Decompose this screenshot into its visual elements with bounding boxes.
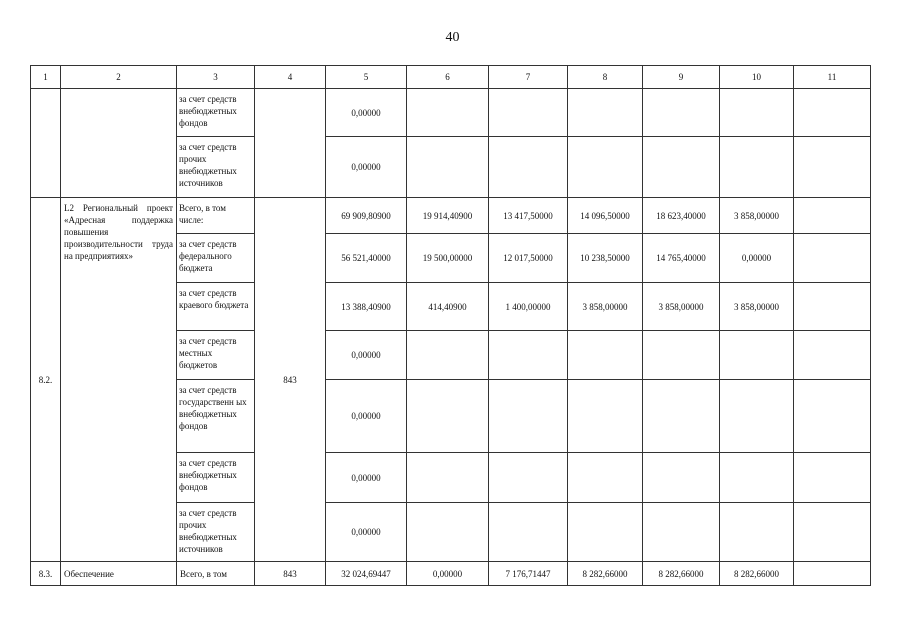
value-cell: 0,00000: [720, 234, 794, 283]
source-cell: за счет средств внебюджетных фондов: [177, 453, 255, 503]
value-cell: 8 282,66000: [643, 562, 720, 586]
value-cell: 0,00000: [407, 562, 489, 586]
name-cell: [61, 89, 177, 198]
value-cell: 13 388,40900: [326, 283, 407, 331]
column-header: 1: [31, 66, 61, 89]
source-cell: за счет средств прочих внебюджетных источников: [177, 503, 255, 562]
value-cell: 18 623,40000: [643, 198, 720, 234]
source-cell: за счет средств государственн ых внебюджетных фондов: [177, 380, 255, 453]
value-cell: 3 858,00000: [720, 198, 794, 234]
column-number-row: [31, 66, 871, 89]
value-cell: 414,40900: [407, 283, 489, 331]
table-row: [31, 198, 871, 234]
column-header: 3: [177, 66, 255, 89]
column-header: 8: [568, 66, 643, 89]
value-cell: 8 282,66000: [568, 562, 643, 586]
value-cell: 19 914,40900: [407, 198, 489, 234]
table-row: [31, 562, 871, 586]
budget-table: [30, 65, 871, 586]
value-cell: 69 909,80900: [326, 198, 407, 234]
source-cell: за счет средств внебюджетных фондов: [177, 89, 255, 137]
value-cell: 13 417,50000: [489, 198, 568, 234]
value-cell: 10 238,50000: [568, 234, 643, 283]
project-name: L2 Региональный проект «Адресная поддержка повышения производительности труда на предприятиях»: [61, 198, 177, 562]
source-cell: за счет средств федерального бюджета: [177, 234, 255, 283]
value-cell: 0,00000: [326, 137, 407, 198]
value-cell: 19 500,00000: [407, 234, 489, 283]
value-cell: 32 024,69447: [326, 562, 407, 586]
value-cell: 14 096,50000: [568, 198, 643, 234]
value-cell: 0,00000: [326, 503, 407, 562]
column-header: 6: [407, 66, 489, 89]
column-header: 4: [255, 66, 326, 89]
code-cell: 843: [255, 562, 326, 586]
page-number: 40: [445, 30, 460, 45]
value-cell: 56 521,40000: [326, 234, 407, 283]
source-cell: за счет средств краевого бюджета: [177, 283, 255, 331]
value-cell: 0,00000: [326, 380, 407, 453]
column-header: 2: [61, 66, 177, 89]
source-cell: Всего, в том числе:: [177, 198, 255, 234]
row-index: 8.3.: [31, 562, 61, 586]
code-cell: 843: [255, 198, 326, 562]
value-cell: 7 176,71447: [489, 562, 568, 586]
column-header: 7: [489, 66, 568, 89]
value-cell: 3 858,00000: [568, 283, 643, 331]
value-cell: 1 400,00000: [489, 283, 568, 331]
column-header: 9: [643, 66, 720, 89]
row-index: 8.2.: [31, 198, 61, 562]
value-cell: 3 858,00000: [643, 283, 720, 331]
value-cell: 14 765,40000: [643, 234, 720, 283]
value-cell: 8 282,66000: [720, 562, 794, 586]
table-row: [31, 89, 871, 137]
project-name: Обеспечение: [61, 562, 177, 586]
column-header: 5: [326, 66, 407, 89]
column-header: 11: [794, 66, 871, 89]
value-cell: 0,00000: [326, 453, 407, 503]
value-cell: 3 858,00000: [720, 283, 794, 331]
source-cell: за счет средств прочих внебюджетных источников: [177, 137, 255, 198]
source-cell: за счет средств местных бюджетов: [177, 331, 255, 380]
code-cell: [255, 89, 326, 198]
value-cell: 12 017,50000: [489, 234, 568, 283]
value-cell: 0,00000: [326, 89, 407, 137]
index-cell: [31, 89, 61, 198]
value-cell: 0,00000: [326, 331, 407, 380]
source-cell: Всего, в том: [177, 562, 255, 586]
column-header: 10: [720, 66, 794, 89]
